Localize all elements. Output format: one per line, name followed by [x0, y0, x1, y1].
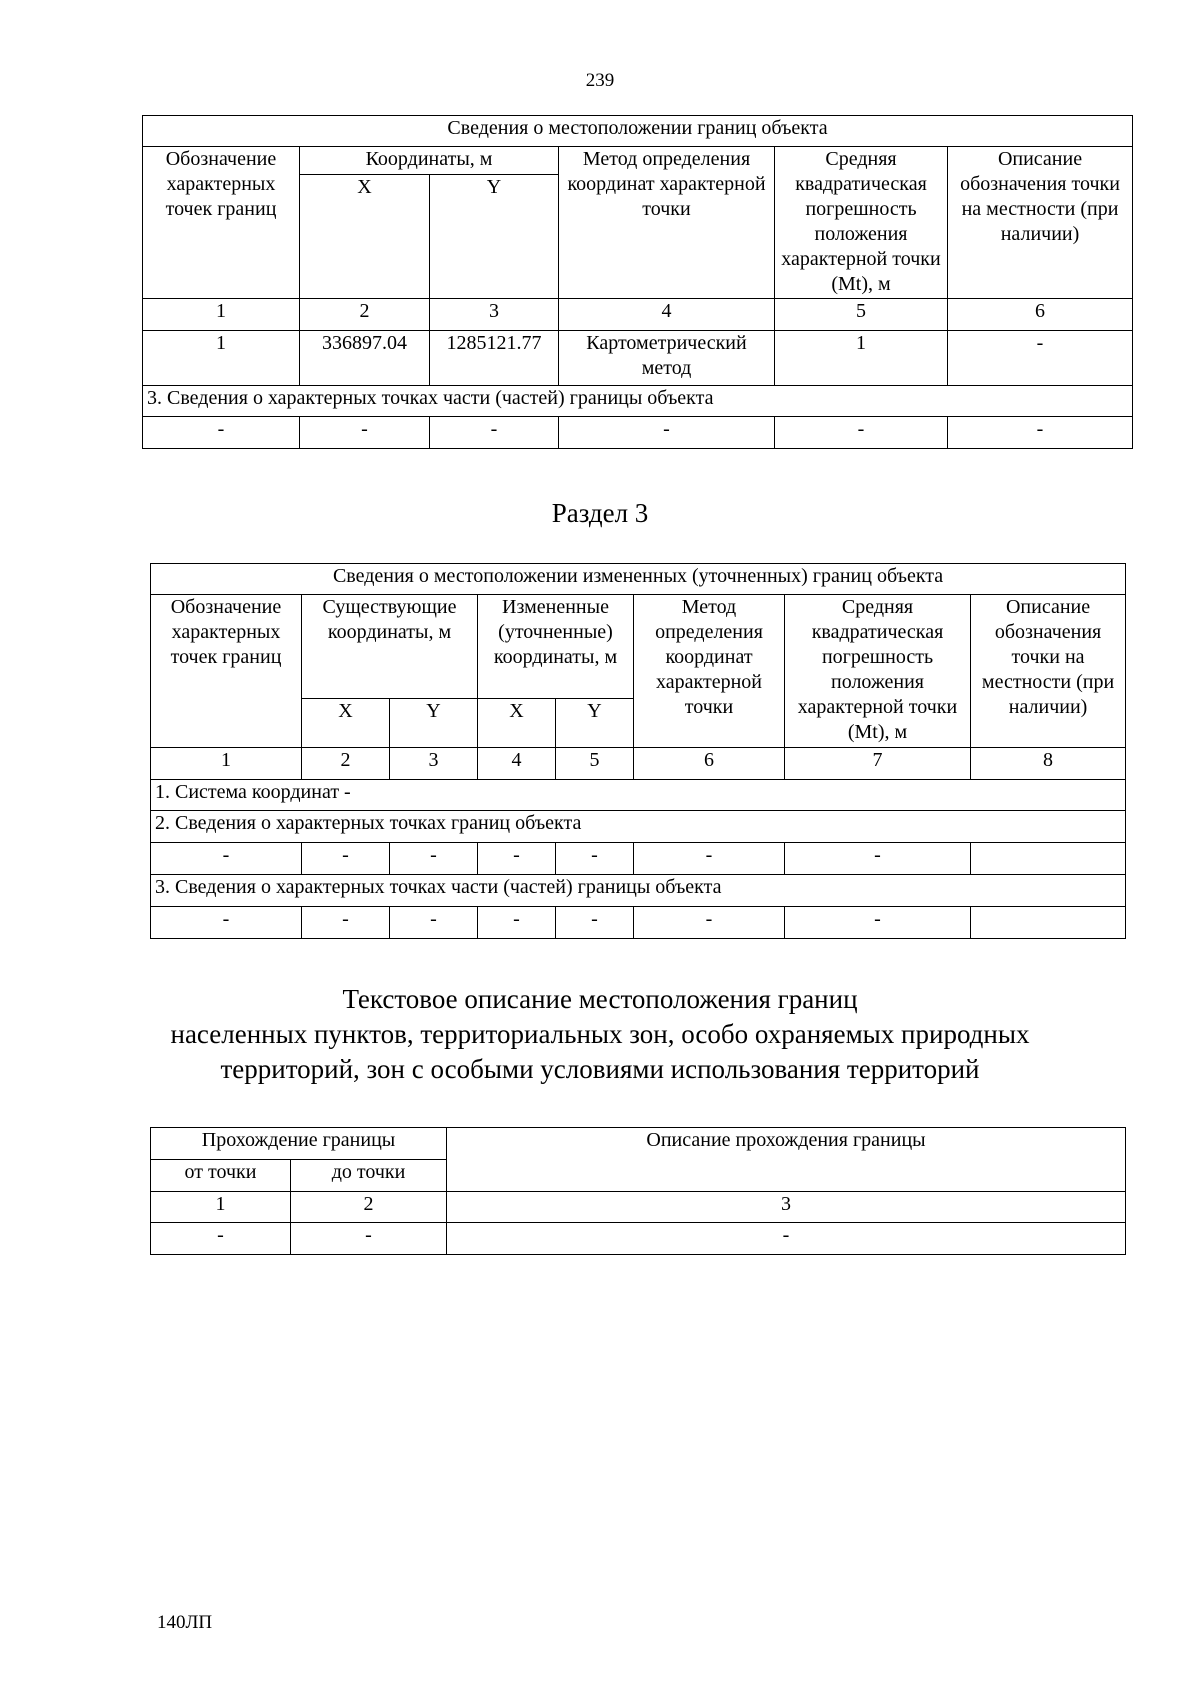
- table2-empty-cell: -: [785, 907, 971, 939]
- table3-header-from: от точки: [151, 1160, 291, 1192]
- table2-subsection-3: 3. Сведения о характерных точках части (частей) границы объекта: [151, 875, 1126, 907]
- table1-cell-accuracy: 1: [775, 331, 948, 386]
- table1-number-cell: 3: [430, 299, 559, 331]
- table2-number-cell: 5: [556, 748, 634, 780]
- table3-number-row: [151, 1192, 1126, 1223]
- table2-empty-cell: -: [390, 907, 478, 939]
- table2-empty-cell: -: [785, 843, 971, 875]
- table2-number-cell: 1: [151, 748, 302, 780]
- table2-header-description: Описание обозначения точки на местности (при наличии): [971, 595, 1126, 748]
- text-description-heading: [0, 982, 1200, 1087]
- table2-number-cell: 4: [478, 748, 556, 780]
- table3-empty-cell: -: [447, 1223, 1126, 1255]
- table2-empty-cell: -: [478, 907, 556, 939]
- table2-number-cell: 6: [634, 748, 785, 780]
- table2-empty-cell: -: [556, 907, 634, 939]
- table2-header-changed: Измененные (уточненные) координаты, м: [478, 595, 634, 699]
- table2-header-existing: Существующие координаты, м: [302, 595, 478, 699]
- table2-number-cell: 7: [785, 748, 971, 780]
- table2-subsection-1: 1. Система координат -: [151, 780, 1126, 811]
- table1-number-cell: 6: [948, 299, 1133, 331]
- table1-empty-cell: -: [775, 417, 948, 449]
- table2-header-x-changed: X: [478, 699, 556, 748]
- text-heading-line-2: населенных пунктов, территориальных зон, особо охраняемых природных: [170, 1019, 1030, 1049]
- table-row: [143, 331, 1133, 386]
- table2-number-cell: 8: [971, 748, 1126, 780]
- table3-empty-cell: -: [291, 1223, 447, 1255]
- table2-header-y-existing: Y: [390, 699, 478, 748]
- table1-empty-cell: -: [559, 417, 775, 449]
- table2-empty-cell: [971, 907, 1126, 939]
- table1-header-x: X: [300, 175, 430, 299]
- table1-cell-point: 1: [143, 331, 300, 386]
- table2-header-y-changed: Y: [556, 699, 634, 748]
- table2-empty-cell: -: [634, 907, 785, 939]
- table1-number-cell: 2: [300, 299, 430, 331]
- table2-empty-cell: -: [302, 843, 390, 875]
- table1-header-designation: Обозначение характерных точек границ: [143, 147, 300, 299]
- table1-empty-cell: -: [430, 417, 559, 449]
- table3-header-to: до точки: [291, 1160, 447, 1192]
- section-heading: Раздел 3: [551, 498, 649, 528]
- table2-subsection-2: 2. Сведения о характерных точках границ объекта: [151, 811, 1126, 843]
- table2-header-method: Метод определения координат характерной точки: [634, 595, 785, 748]
- text-heading-line-3: территорий, зон с особыми условиями использования территорий: [220, 1054, 980, 1084]
- table1-header-y: Y: [430, 175, 559, 299]
- table2-empty-cell: [971, 843, 1126, 875]
- table2-title: Сведения о местоположении измененных (уточненных) границ объекта: [151, 564, 1126, 595]
- table1-subsection-3: 3. Сведения о характерных точках части (частей) границы объекта: [143, 386, 1133, 417]
- text-heading-line-1: Текстовое описание местоположения границ: [342, 984, 858, 1014]
- table1-header-description: Описание обозначения точки на местности (при наличии): [948, 147, 1133, 299]
- footer-code: 140ЛП: [157, 1612, 213, 1633]
- table1-header-accuracy: Средняя квадратическая погрешность положения характерной точки (Mt), м: [775, 147, 948, 299]
- table1-empty-cell: -: [300, 417, 430, 449]
- table2-empty-cell: -: [634, 843, 785, 875]
- table1-cell-y: 1285121.77: [430, 331, 559, 386]
- table2-number-cell: 2: [302, 748, 390, 780]
- table3-number-cell: 2: [291, 1192, 447, 1223]
- table3-empty-cell: -: [151, 1223, 291, 1255]
- table1-empty-cell: -: [143, 417, 300, 449]
- table1-title: Сведения о местоположении границ объекта: [143, 116, 1133, 147]
- table1-number-cell: 4: [559, 299, 775, 331]
- table2-header-designation: Обозначение характерных точек границ: [151, 595, 302, 748]
- table2-empty-cell: -: [390, 843, 478, 875]
- table1-number-cell: 5: [775, 299, 948, 331]
- table1-header-coords: Координаты, м: [300, 147, 559, 175]
- table1-cell-description: -: [948, 331, 1133, 386]
- table-row: [151, 1223, 1126, 1255]
- table1-cell-method: Картометрический метод: [559, 331, 775, 386]
- table2-header-x-existing: X: [302, 699, 390, 748]
- table-row: [143, 417, 1133, 449]
- changed-boundary-table: [150, 563, 1126, 939]
- table1-header-method: Метод определения координат характерной точки: [559, 147, 775, 299]
- table3-number-cell: 1: [151, 1192, 291, 1223]
- table1-number-row: [143, 299, 1133, 331]
- table2-header-accuracy: Средняя квадратическая погрешность положения характерной точки (Mt), м: [785, 595, 971, 748]
- table2-number-cell: 3: [390, 748, 478, 780]
- table1-empty-cell: -: [948, 417, 1133, 449]
- table3-header-description: Описание прохождения границы: [447, 1128, 1126, 1192]
- page-number: 239: [585, 70, 615, 91]
- table3-header-passage: Прохождение границы: [151, 1128, 447, 1160]
- table-row: [151, 843, 1126, 875]
- table2-empty-cell: -: [478, 843, 556, 875]
- boundary-location-table: [142, 115, 1133, 449]
- table2-empty-cell: -: [151, 843, 302, 875]
- boundary-passage-table: [150, 1127, 1126, 1255]
- table2-empty-cell: -: [302, 907, 390, 939]
- table2-empty-cell: -: [556, 843, 634, 875]
- table3-number-cell: 3: [447, 1192, 1126, 1223]
- table1-number-cell: 1: [143, 299, 300, 331]
- table1-cell-x: 336897.04: [300, 331, 430, 386]
- table2-number-row: [151, 748, 1126, 780]
- table2-empty-cell: -: [151, 907, 302, 939]
- table-row: [151, 907, 1126, 939]
